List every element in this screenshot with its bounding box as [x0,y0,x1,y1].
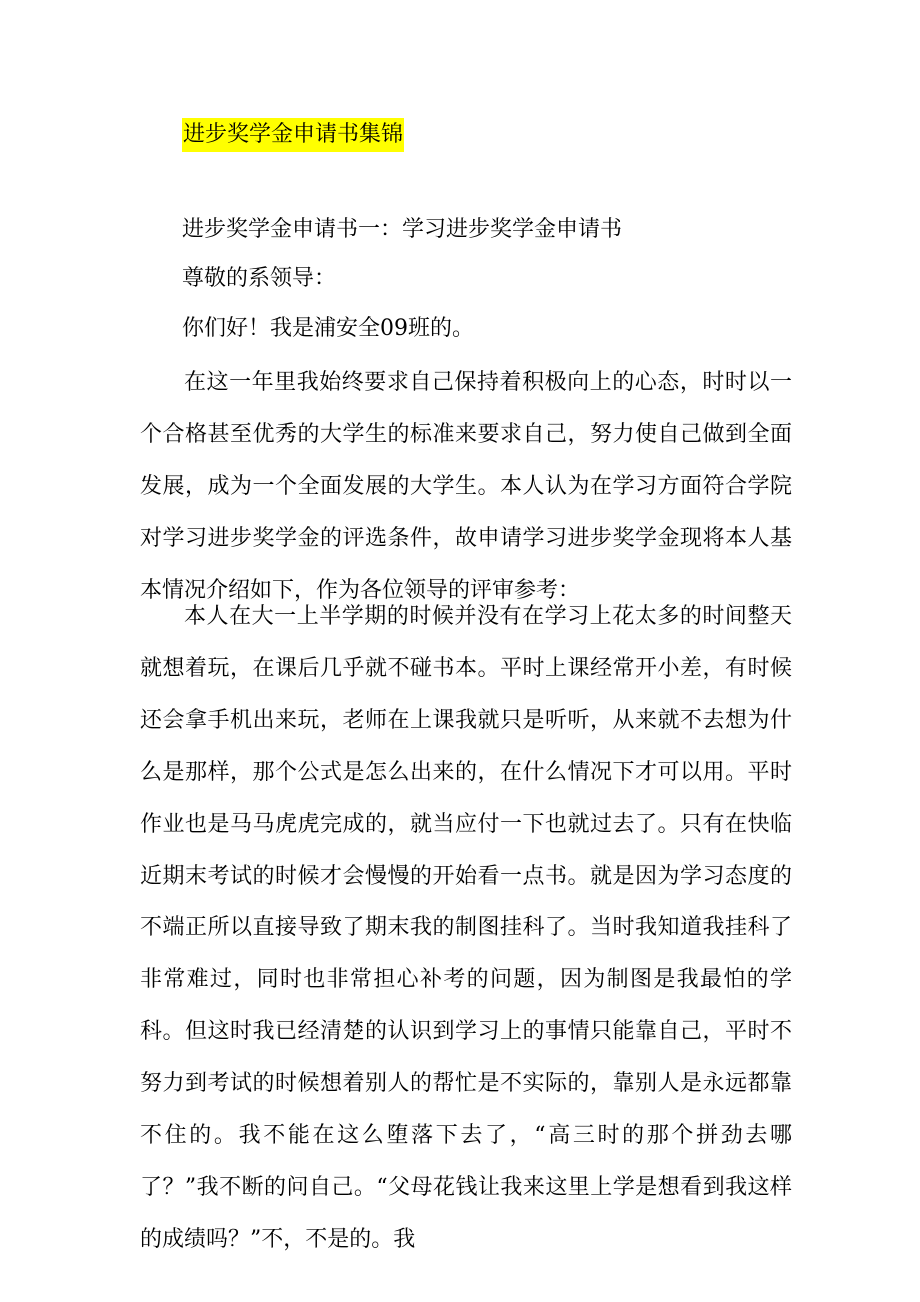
section-heading: 进步奖学金申请书一：学习进步奖学金申请书 [182,217,623,242]
body-paragraph-1: 在这一年里我始终要求自己保持着积极向上的心态，时时以一个合格甚至优秀的大学生的标准来要求自己，努力使自己做到全面发展，成为一个全面发展的大学生。本人认为在学习方面符合学院对学习进步奖学金的评选条件，故申请学习进步奖学金现将本人基本情况介绍如下，作为各位领导的评审参考： [140,370,792,603]
document-title: 进步奖学金申请书集锦 [182,118,404,152]
body-paragraph-2: 本人在大一上半学期的时候并没有在学习上花太多的时间整天就想着玩，在课后几乎就不碰书本。平时上课经常开小差，有时候还会拿手机出来玩，老师在上课我就只是听听，从来就不去想为什么是那样，那个公式是怎么出来的，在什么情况下才可以用。平时作业也是马马虎虎完成的，就当应付一下也就过去了。只有在快临近期末考试的时候才会慢慢的开始看一点书。就是因为学习态度的不端正所以直接导致了期末我的制图挂科了。当时我知道我挂科了非常难过，同时也非常担心补考的问题，因为制图是我最怕的学科。但这时我已经清楚的认识到学习上的事情只能靠自己，平时不努力到考试的时候想着别人的帮忙是不实际的，靠别人是永远都靠不住的。我不能在这么堕落下去了，“高三时的那个拼劲去哪了？”我不断的问自己。“父母花钱让我来这里上学是想看到我这样的成绩吗？”不，不是的。我 [140,604,792,1252]
salutation: 尊敬的系领导： [182,266,337,291]
greeting: 你们好！我是浦安全09班的。 [182,316,474,341]
